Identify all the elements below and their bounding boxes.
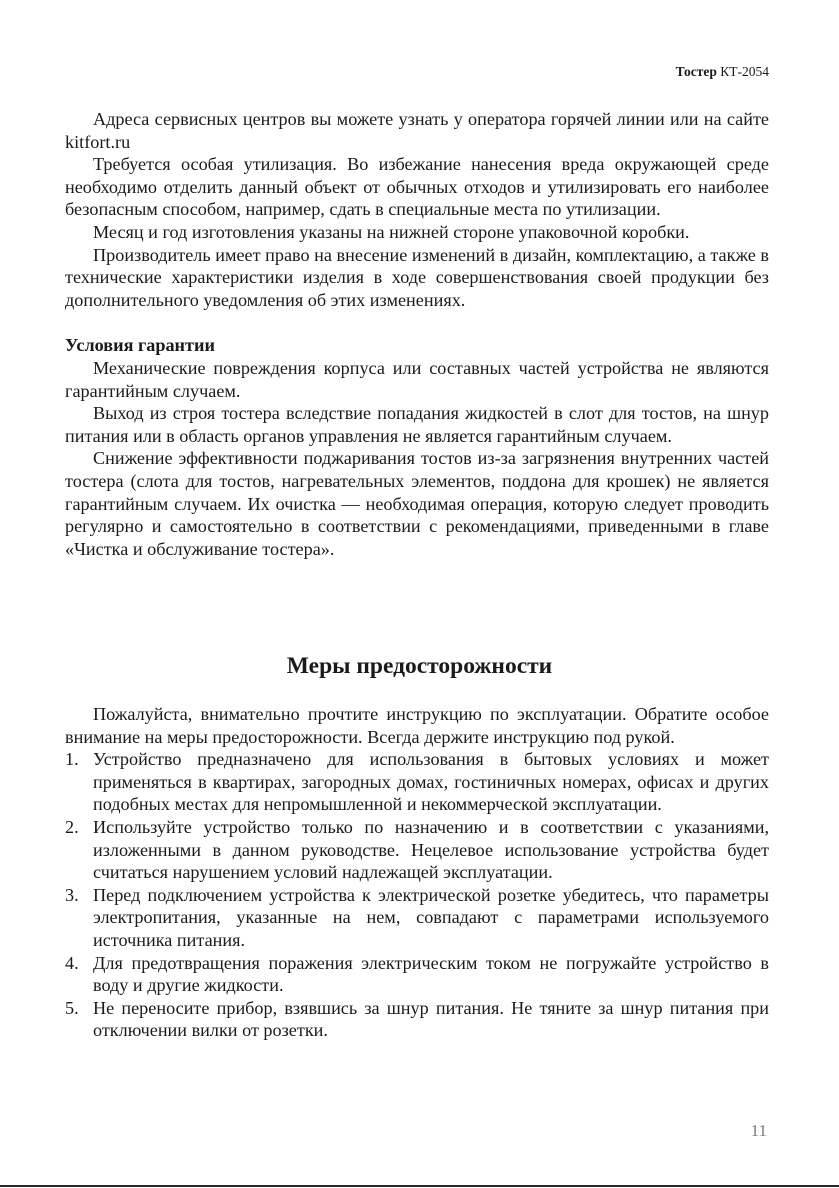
precautions-section [65,703,769,1042]
list-item [65,997,769,1042]
header-model: КТ-2054 [720,64,769,79]
warranty-heading: Условия гарантии [65,335,215,356]
list-item [65,884,769,952]
page-bottom-rule [0,1185,839,1187]
manufacture-date-paragraph: Месяц и год изготовления указаны на нижней стороне упаковочной коробки. [93,221,690,242]
header-product: Тостер [675,64,717,79]
disposal-paragraph: Требуется особая утилизация. Во избежание нанесения вреда окружающей среде необходимо отделить данный объект от обычных отходов и утилизировать его наиболее безопасным способом, например, сдать в специальные места по утилизации. [65,154,769,220]
list-item-text: Перед подключением устройства к электрической розетке убедитесь, что параметры электропитания, указанные на нем, совпадают с параметрами используемого источника питания. [93,884,769,950]
service-section [65,108,769,560]
warranty-paragraph: Снижение эффективности поджаривания тостов из-за загрязнения внутренних частей тостера (слота для тостов, нагревательных элементов, поддона для крошек) не является гарантийным случаем. Их очистка — необходимая операция, которую следует проводить регулярно и самостоятельно в соответствии с рекомендациями, приведенными в главе «Чистка и обслуживание тостера». [65,448,769,559]
precautions-list [65,748,769,1042]
list-item-text: Устройство предназначено для использования в бытовых условиях и может применяться в квартирах, загородных домах, гостиничных номерах, офисах и других подобных местах для непромышленной и некоммерческой эксплуатации. [93,749,769,815]
list-item-text: Используйте устройство только по назначению и в соответствии с указаниями, изложенными в данном руководстве. Нецелевое использование устройства будет считаться нарушением условий надлежащей эксплуатации. [93,816,769,883]
warranty-paragraph: Выход из строя тостера вследствие попадания жидкостей в слот для тостов, на шнур питания или в область органов управления не является гарантийным случаем. [65,403,769,446]
running-header [676,64,769,80]
precautions-intro: Пожалуйста, внимательно прочтите инструкцию по эксплуатации. Обратите особое внимание на меры предосторожности. Всегда держите инструкцию под рукой. [65,704,769,747]
page-number: 11 [750,1121,767,1140]
list-item-number: 5. [65,997,79,1018]
list-item-text: Для предотвращения поражения электрическим током не погружайте устройство в воду и другие жидкости. [93,952,769,996]
section-title: Меры предосторожности [286,653,553,679]
list-item [65,816,769,884]
list-item-number: 4. [65,952,79,973]
list-item-number: 3. [65,884,79,905]
list-item-number: 2. [65,816,79,837]
list-item-text: Не переносите прибор, взявшись за шнур питания. Не тяните за шнур питания при отключении вилки от розетки. [93,997,769,1041]
list-item [65,952,769,997]
service-paragraph: Адреса сервисных центров вы можете узнать у оператора горячей линии или на сайте kitfort.ru [65,109,769,152]
list-item [65,748,769,816]
manufacturer-rights-paragraph: Производитель имеет право на внесение изменений в дизайн, комплектацию, а также в технические характеристики изделия в ходе совершенствования своей продукции без дополнительного уведомления об этих изменениях. [65,244,769,310]
warranty-paragraph: Механические повреждения корпуса или составных частей устройства не являются гарантийным случаем. [65,357,769,401]
list-item-number: 1. [65,749,79,770]
